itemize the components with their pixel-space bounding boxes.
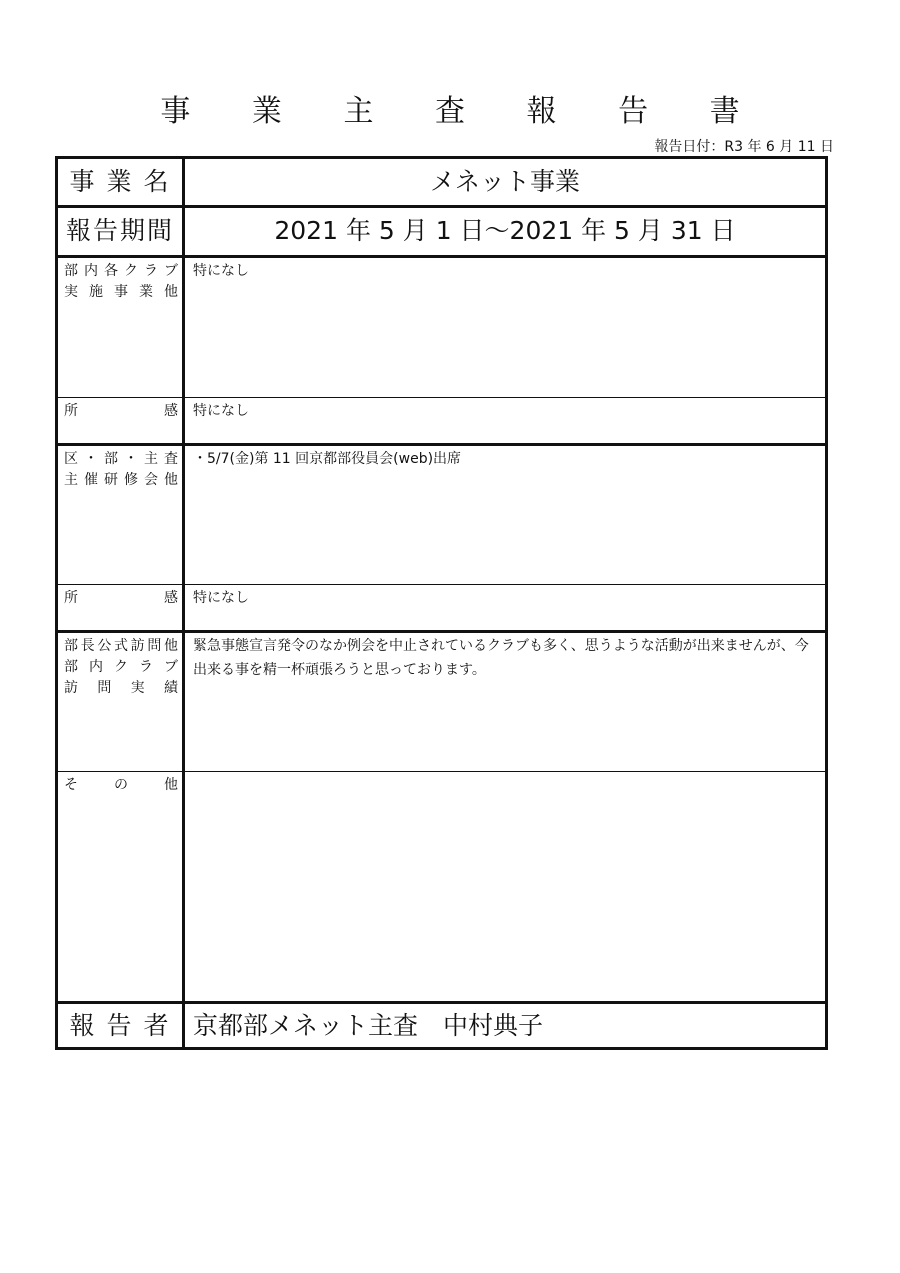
project-value: メネット事業 xyxy=(429,167,580,196)
other-value xyxy=(185,772,825,1001)
impression-2-label: 所 感 xyxy=(58,585,185,630)
visits-label: 部長公式訪問他 部内クラブ 訪問実績 xyxy=(58,633,185,771)
report-form xyxy=(55,156,828,1050)
reporter-label: 報 告 者 xyxy=(58,1004,185,1047)
impression-2-row xyxy=(58,585,825,633)
project-label: 事 業 名 xyxy=(58,159,185,205)
club-activities-label: 部内各クラブ 実施事業他 xyxy=(58,258,185,397)
seminars-value: ・5/7(金)第 11 回京都部役員会(web)出席 xyxy=(193,451,462,467)
other-label: そ の 他 xyxy=(58,772,185,1001)
period-label: 報告期間 xyxy=(58,208,185,255)
club-activities-row xyxy=(58,258,825,398)
report-date: 報告日付：R3 年 6 月 11 日 xyxy=(654,139,834,155)
impression-2-value: 特になし xyxy=(193,590,249,606)
other-row xyxy=(58,772,825,1004)
project-row xyxy=(58,159,825,208)
visits-value: 緊急事態宣言発令のなか例会を中止されているクラブも多く、思うような活動が出来ませんが、今出来る事を精一杯頑張ろうと思っております。 xyxy=(193,638,809,678)
document-title: 事 業 主 査 報 告 書 xyxy=(160,94,766,129)
impression-1-row xyxy=(58,398,825,446)
club-activities-value: 特になし xyxy=(193,263,249,279)
seminars-label: 区・部・主査 主催研修会他 xyxy=(58,446,185,584)
period-row xyxy=(58,208,825,258)
reporter-value: 京都部メネット主査 中村典子 xyxy=(193,1011,544,1040)
impression-1-label: 所 感 xyxy=(58,398,185,443)
seminars-row xyxy=(58,446,825,585)
period-value: 2021 年 5 月 1 日～2021 年 5 月 31 日 xyxy=(274,216,736,245)
reporter-row xyxy=(58,1004,825,1047)
visits-row xyxy=(58,633,825,772)
impression-1-value: 特になし xyxy=(193,403,249,419)
